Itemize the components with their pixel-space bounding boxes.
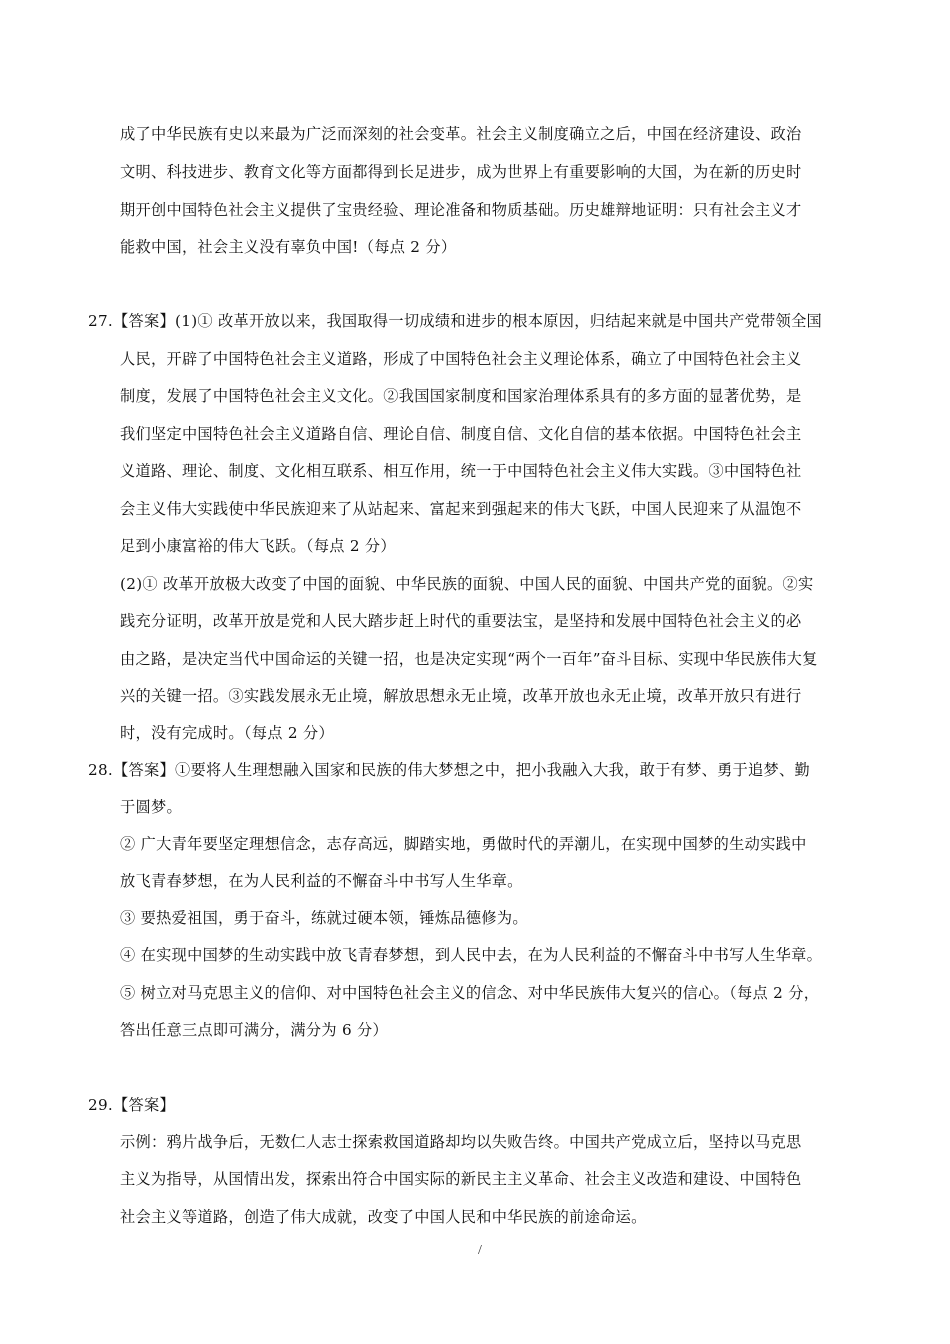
q27-p2-line-4: 兴的关键一招。③实践发展永无止境，解放思想永无止境，改革开放也永无止境，改革开放只有进行 xyxy=(120,687,802,705)
q28-answer-heading: 28.【答案】①要将人生理想融入国家和民族的伟大梦想之中，把小我融入大我，敢于有梦、勇于追梦、勤 xyxy=(88,761,810,779)
q28-line-5: ④ 在实现中国梦的生动实践中放飞青春梦想，到人民中去，在为人民利益的不懈奋斗中书写人生华章。 xyxy=(120,946,823,964)
q27-p1-line-5: 会主义伟大实践使中华民族迎来了从站起来、富起来到强起来的伟大飞跃，中国人民迎来了从温饱不 xyxy=(120,500,802,518)
q28-line-4: ③ 要热爱祖国，勇于奋斗，练就过硬本领，锤炼品德修为。 xyxy=(120,909,528,927)
q29-line-1: 示例：鸦片战争后，无数仁人志士探索救国道路却均以失败告终。中国共产党成立后，坚持以马克思 xyxy=(120,1133,802,1151)
q29-line-3: 社会主义等道路，创造了伟大成就，改变了中国人民和中华民族的前途命运。 xyxy=(120,1208,647,1226)
q27-p1-line-6: 足到小康富裕的伟大飞跃。（每点 2 分） xyxy=(120,537,396,555)
q27-p2-line-3: 由之路，是决定当代中国命运的关键一招，也是决定实现“两个一百年”奋斗目标、实现中华民族伟大复 xyxy=(120,650,818,668)
q27-p1-line-3: 我们坚定中国特色社会主义道路自信、理论自信、制度自信、文化自信的基本依据。中国特色社会主 xyxy=(120,425,802,443)
q29-line-2: 主义为指导，从国情出发，探索出符合中国实际的新民主主义革命、社会主义改造和建设、中国特色 xyxy=(120,1170,802,1188)
q28-line-2: ② 广大青年要坚定理想信念，志存高远，脚踏实地，勇做时代的弄潮儿，在实现中国梦的生动实践中 xyxy=(120,835,807,853)
q28-line-7: 答出任意三点即可满分，满分为 6 分） xyxy=(120,1021,389,1039)
q27-p1-line-1: 人民，开辟了中国特色社会主义道路，形成了中国特色社会主义理论体系，确立了中国特色社会主义 xyxy=(120,350,802,368)
q27-p1-line-2: 制度，发展了中国特色社会主义文化。②我国国家制度和国家治理体系具有的多方面的显著优势，是 xyxy=(120,387,802,405)
q28-line-1: 于圆梦。 xyxy=(120,798,182,816)
q29-answer-heading: 29.【答案】 xyxy=(88,1096,176,1114)
intro-line-3: 期开创中国特色社会主义提供了宝贵经验、理论准备和物质基础。历史雄辩地证明：只有社会主义才 xyxy=(120,201,802,219)
intro-line-1: 成了中华民族有史以来最为广泛而深刻的社会变革。社会主义制度确立之后，中国在经济建设、政治 xyxy=(120,125,802,143)
q28-line-3: 放飞青春梦想，在为人民利益的不懈奋斗中书写人生华章。 xyxy=(120,872,523,890)
q27-p2-line-5: 时，没有完成时。（每点 2 分） xyxy=(120,724,334,742)
page-number: / xyxy=(478,1243,482,1258)
intro-line-2: 文明、科技进步、教育文化等方面都得到长足进步，成为世界上有重要影响的大国，为在新的历史时 xyxy=(120,163,802,181)
q27-p1-line-4: 义道路、理论、制度、文化相互联系、相互作用，统一于中国特色社会主义伟大实践。③中国特色社 xyxy=(120,462,802,480)
q27-p2-line-2: 践充分证明，改革开放是党和人民大踏步赶上时代的重要法宝，是坚持和发展中国特色社会主义的必 xyxy=(120,612,802,630)
q27-answer-heading: 27.【答案】(1)① 改革开放以来，我国取得一切成绩和进步的根本原因，归结起来就是中国共产党带领全国 xyxy=(88,312,823,330)
q27-p2-line-1: (2)① 改革开放极大改变了中国的面貌、中华民族的面貌、中国人民的面貌、中国共产党的面貌。②实 xyxy=(120,575,814,593)
q28-line-6: ⑤ 树立对马克思主义的信仰、对中国特色社会主义的信念、对中华民族伟大复兴的信心。（每点 2 分， xyxy=(120,984,820,1002)
intro-line-4: 能救中国，社会主义没有辜负中国!（每点 2 分） xyxy=(120,238,457,256)
